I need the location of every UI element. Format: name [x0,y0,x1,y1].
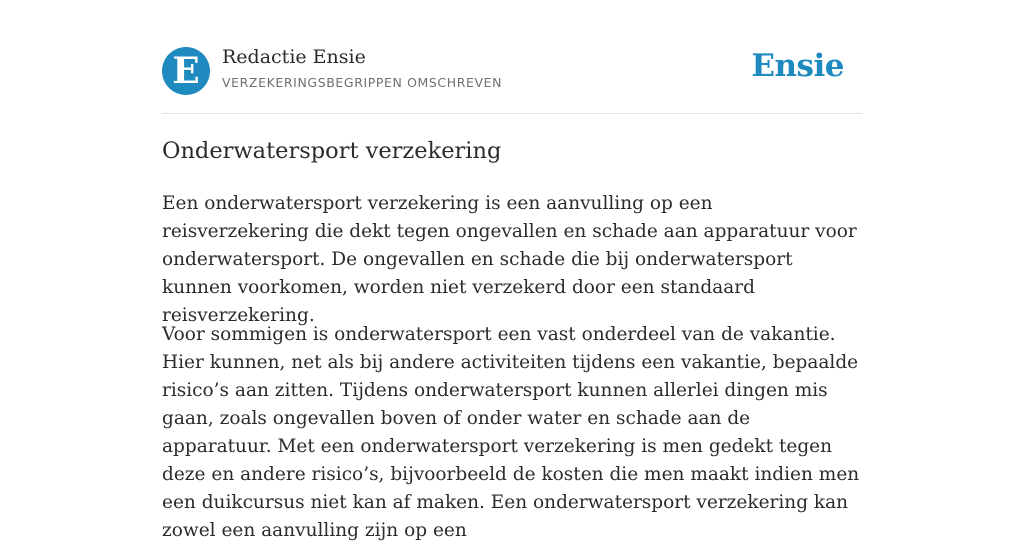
article-paragraph-1: Een onderwatersport verzekering is een aanvulling op een reisverzekering die dekt tegen ongevallen en schade aan apparatuur voor onderwatersport. De ongevallen en schade die bij onderwatersport kunnen voorkomen, worden niet verzekerd door een standaard reisverzekering. [162,193,857,326]
article-container [162,0,862,541]
author-name[interactable]: Redactie Ensie [222,46,366,68]
article-title: Onderwatersport verzekering [162,138,502,164]
author-avatar[interactable]: E [162,47,210,95]
article-paragraph-2: Voor sommigen is onderwatersport een vast onderdeel van de vakantie. Hier kunnen, net als bij andere activiteiten tijdens een vakantie, bepaalde risico’s aan zitten. Tijdens onderwatersport kunnen allerlei dingen mis gaan, zoals ongevallen boven of onder water en schade aan de apparatuur. Met een onderwatersport verzekering is men gedekt tegen deze en andere risico’s, bijvoorbeeld de kosten die men maakt indien men een duikcursus niet kan af maken. Een onderwatersport verzekering kan zowel een aanvulling zijn op een [162,324,860,541]
ensie-logo[interactable]: Ensie [751,48,844,84]
author-subtitle: VERZEKERINGSBEGRIPPEN OMSCHREVEN [222,75,503,90]
article-header [162,0,862,114]
